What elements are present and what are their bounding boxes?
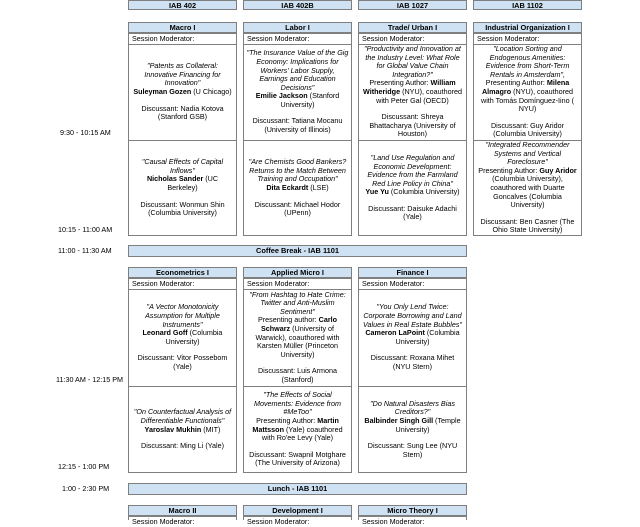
session-block [358,278,467,473]
session-name: Micro Theory I [358,505,467,516]
paper-author: Yue Yu [365,187,389,197]
paper-slot [129,44,236,140]
moderator-label: Session Moderator: [474,34,581,45]
paper-title: "Land Use Regulation and Economic Development: Evidence from the Farmland Red Line Policy in China" [367,152,458,188]
paper-affiliation: (UC Berkeley) [167,174,219,192]
paper-title: "On Counterfactual Analysis of Differentiable Functionals" [133,407,232,425]
discussant: Discussant: Vitor Possebom (Yale) [137,353,228,371]
paper-slot [474,141,581,235]
session-block [358,33,467,236]
paper-title: "Productivity and Innovation at the Industry Level: What Role for Global Value Chain Integration?" [364,44,461,79]
paper-title: "Patents as Collateral: Innovative Financing for Innovation" [144,61,221,88]
paper-slot [359,44,466,140]
paper-affiliation: (NYU), coauthored with Peter Gal (OECD) [376,87,462,105]
session-name: Development I [243,505,352,516]
paper-affiliation: (Temple University) [395,415,461,434]
paper-author: Dita Eckardt [266,183,309,192]
paper-author: Cameron LaPoint [365,328,425,338]
room-header-2: IAB 1027 [358,0,467,10]
paper-title: "Causal Effects of Capital Inflows" [141,157,224,175]
discussant: Discussant: Luis Armona (Stanford) [257,366,338,384]
time-label: 12:15 - 1:00 PM [58,462,110,471]
paper-slot [244,44,351,140]
paper-affiliation: (Columbia University) [395,328,460,346]
moderator-label: Session Moderator: [129,279,236,290]
time-label: 11:00 - 11:30 AM [58,246,112,255]
discussant: Discussant: Michael Hodor (UPenn) [254,199,341,218]
presenting-label: Presenting Author: [369,78,431,88]
room-header-0: IAB 402 [128,0,237,10]
lunch-band: Lunch - IAB 1101 [128,483,467,495]
moderator-label: Session Moderator: [362,517,425,526]
time-label: 9:30 - 10:15 AM [60,128,111,137]
paper-slot [244,289,351,386]
time-label: 10:15 - 11:00 AM [58,225,113,234]
session-name: Trade/ Urban I [358,22,467,33]
moderator-label: Session Moderator: [359,34,466,45]
moderator-label: Session Moderator: [359,279,466,290]
paper-author: Balbinder Singh Gill [364,415,434,425]
paper-author: Guy Aridor [539,165,577,175]
discussant: Discussant: Shreya Bhattacharya (University of Houston) [369,112,456,139]
moderator-label: Session Moderator: [129,34,236,45]
paper-affiliation: (LSE) [308,183,329,192]
paper-title: "You Only Lend Twice: Corporate Borrowing and Land Values in Real Estate Bubbles" [363,302,462,329]
paper-slot [474,44,581,140]
presenting-label: Presenting Author: [478,165,540,175]
paper-affiliation: (Columbia University) [165,328,223,346]
session-name: Macro I [128,22,237,33]
coffee-break-band: Coffee Break - IAB 1101 [128,245,467,257]
moderator-label: Session Moderator: [244,34,351,45]
paper-slot [359,387,466,472]
presenting-label: Presenting author: [257,315,319,325]
paper-affiliation: (Columbia University), coauthored with Duarte Goncalves (Columbia University) [490,174,565,210]
session-block [358,516,467,526]
session-name: Applied Micro I [243,267,352,278]
session-name: Macro II [128,505,237,516]
paper-slot [244,141,351,235]
session-block [243,278,352,473]
discussant: Discussant: Sung Lee (NYU Stern) [367,441,458,459]
discussant: Discussant: Roxana Mihet (NYU Stern) [370,353,455,371]
paper-author: Nicholas Sander [146,174,204,184]
paper-title: "A Vector Monotonicity Assumption for Multiple Instruments" [145,302,220,329]
discussant: Discussant: Wonmun Shin (Columbia University) [140,199,225,218]
session-name: Econometrics I [128,267,237,278]
paper-title: "From Hashtag to Hate Crime: Twitter and Anti-Muslim Sentiment" [249,289,346,316]
paper-author: Martin Mattsson [252,415,339,434]
moderator-label: Session Moderator: [132,517,195,526]
session-block [128,33,237,236]
session-block [128,516,237,526]
session-block [473,33,582,236]
session-name: Labor I [243,22,352,33]
room-header-3: IAB 1102 [473,0,582,10]
paper-author: Carlo Schwarz [260,315,338,333]
paper-author: William Witheridge [363,78,456,96]
session-block [243,516,352,526]
moderator-label: Session Moderator: [247,517,310,526]
session-block [128,278,237,473]
session-block [243,33,352,236]
paper-title: "Do Natural Disasters Bias Creditors?" [370,398,455,417]
moderator-label: Session Moderator: [244,279,351,290]
discussant: Discussant: Nadia Kotova (Stanford GSB) [141,103,224,122]
paper-slot [359,289,466,386]
paper-title: "Integrated Recommender Systems and Vertical Foreclosure" [485,140,570,167]
paper-title: "The Insurance Value of the Gig Economy: Implications for Workers' Labor Supply, Earnings and Education Decisions" [246,48,349,92]
paper-affiliation: (Yale) coauthored with Ro'ee Levy (Yale) [261,424,343,443]
presenting-label: Presenting Author: [485,78,547,88]
session-name: Industrial Organization I [473,22,582,33]
paper-affiliation: (U Chicago) [191,87,232,96]
paper-affiliation: (MIT) [201,424,221,434]
paper-affiliation: (Stanford University) [280,91,340,109]
discussant: Discussant: Tatiana Mocanu (University of Illinois) [252,116,343,135]
paper-author: Leonard Goff [142,328,188,338]
time-label: 11:30 AM - 12:15 PM [56,375,123,384]
paper-slot [244,387,351,472]
paper-title: "Location Sorting and Endogenous Amenities: Evidence from Short-Term Rentals in Amsterdam", [485,44,570,79]
discussant: Discussant: Daisuke Adachi (Yale) [368,203,457,222]
paper-slot [129,289,236,386]
paper-author: Milena Almagro [481,78,570,96]
paper-author: Emilie Jackson [255,91,308,101]
paper-affiliation: (Columbia University) [388,187,460,197]
discussant: Discussant: Ben Casner (The Ohio State University) [480,216,575,235]
presenting-label: Presenting Author: [256,415,318,425]
paper-title: "Are Chemists Good Bankers? Returns to the Match Between Training and Occupation" [248,157,347,184]
paper-slot [129,387,236,472]
room-header-1: IAB 402B [243,0,352,10]
session-name: Finance I [358,267,467,278]
paper-title: "The Effects of Social Movements: Evidence from #MeToo" [253,390,342,417]
paper-affiliation: (NYU), coauthored with Tomás Domínguez-Iino ( NYU) [481,87,574,114]
discussant: Discussant: Guy Aridor (Columbia University) [490,120,565,139]
paper-slot [129,141,236,235]
paper-affiliation: (University of Warwick), coauthored with Karsten Müller (Princeton University) [255,323,340,359]
time-label: 1:00 - 2:30 PM [62,484,110,493]
paper-author: Suleyman Gozen [133,87,192,96]
paper-slot [359,141,466,235]
paper-author: Yaroslav Mukhin [144,424,202,434]
discussant: Discussant: Swapnil Motghare (The University of Arizona) [249,449,346,468]
discussant: Discussant: Ming Li (Yale) [141,441,224,451]
